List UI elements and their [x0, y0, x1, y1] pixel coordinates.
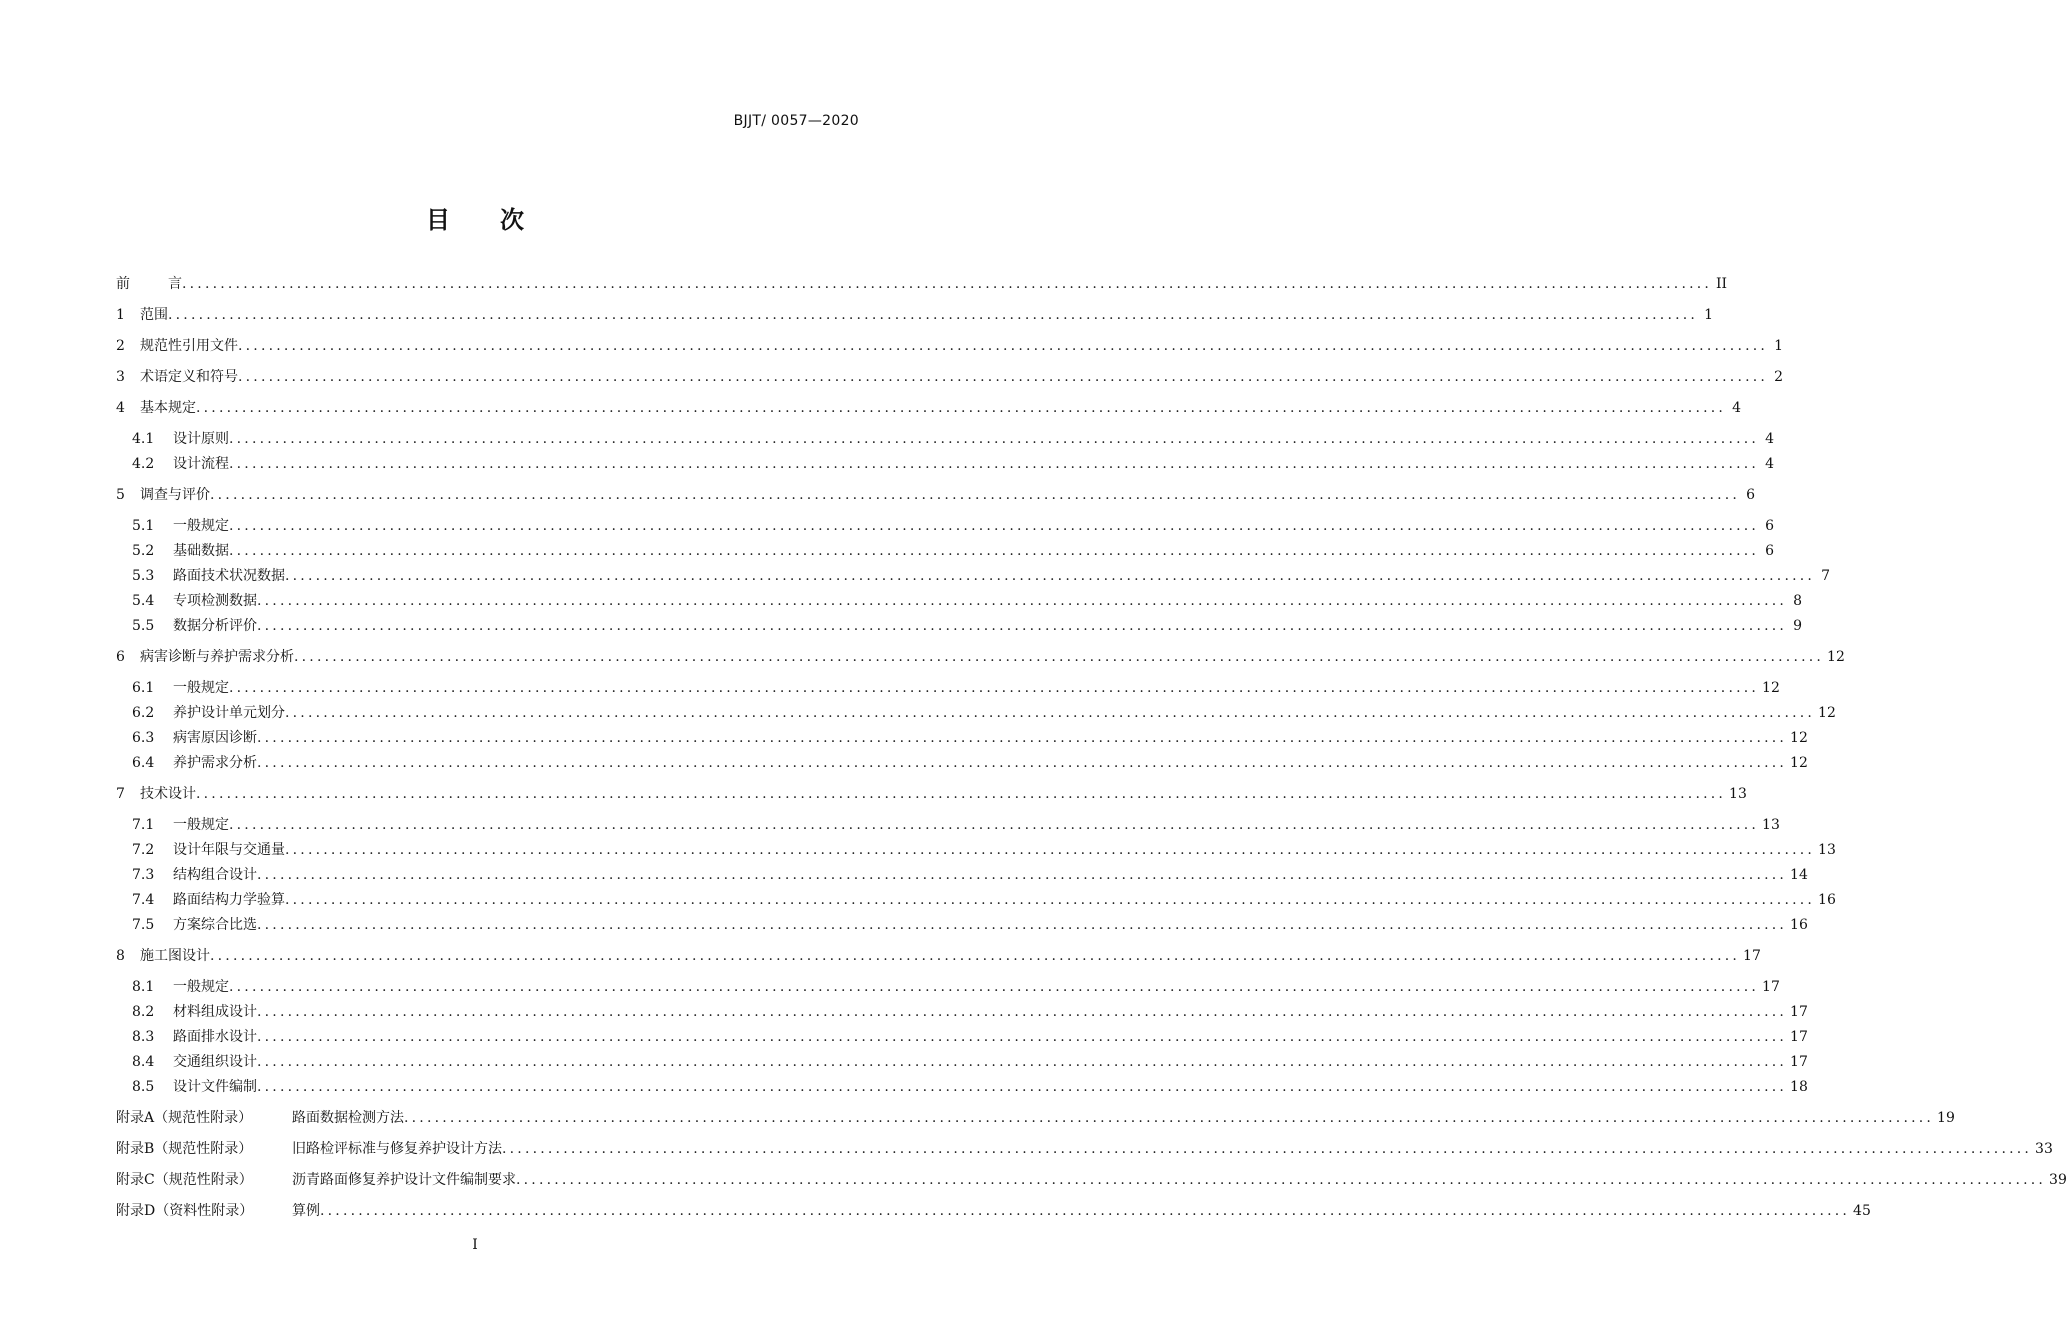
toc-entry[interactable] — [0, 1001, 1808, 1023]
toc-entry[interactable] — [0, 565, 1831, 587]
toc-leader-dots: ........................................................................................................................................................................................................ — [294, 649, 1825, 665]
toc-leader-dots: ........................................................................................................................................................................................................ — [257, 1004, 1788, 1020]
toc-entry[interactable] — [0, 914, 1808, 936]
toc-entry-number: 附录A（规范性附录） — [116, 1110, 253, 1126]
toc-leader-dots: ........................................................................................................................................................................................................ — [285, 705, 1816, 721]
toc-entry-title: 施工图设计 — [140, 948, 210, 964]
toc-entry-number: 8.5 — [132, 1079, 155, 1095]
toc-entry-title: 养护需求分析 — [173, 755, 257, 771]
toc-entry[interactable] — [0, 515, 1775, 537]
toc-entry[interactable] — [0, 1107, 1955, 1129]
toc-entry-number: 附录D（资料性附录） — [116, 1203, 254, 1219]
toc-entry-page: 12 — [1818, 705, 1836, 721]
toc-leader-dots: ........................................................................................................................................................................................................ — [229, 680, 1760, 696]
toc-entry-page: 7 — [1821, 568, 1831, 584]
toc-leader-dots: ........................................................................................................................................................................................................ — [257, 1054, 1788, 1070]
toc-entry-page: 17 — [1743, 948, 1761, 964]
toc-entry-page: 1 — [1704, 307, 1714, 323]
toc-entry-page: 13 — [1762, 817, 1780, 833]
toc-entry-number: 4 — [116, 400, 125, 416]
toc-entry[interactable] — [0, 397, 1742, 419]
toc-entry-title: 路面排水设计 — [173, 1029, 257, 1045]
toc-entry-page: 12 — [1827, 649, 1845, 665]
toc-entry-title: 术语定义和符号 — [140, 369, 238, 385]
toc-entry-title: 病害诊断与养护需求分析 — [140, 649, 294, 665]
toc-entry[interactable] — [0, 540, 1775, 562]
toc-entry[interactable] — [0, 304, 1714, 326]
toc-entry-title: 一般规定 — [173, 979, 229, 995]
toc-entry-number: 8.1 — [132, 979, 155, 995]
toc-entry-title: 数据分析评价 — [173, 618, 257, 634]
toc-entry[interactable] — [0, 677, 1780, 699]
toc-entry[interactable] — [0, 839, 1836, 861]
toc-entry[interactable] — [0, 484, 1756, 506]
toc-leader-dots: ........................................................................................................................................................................................................ — [404, 1110, 1935, 1126]
toc-entry-page: 33 — [2035, 1141, 2053, 1157]
toc-entry[interactable] — [0, 335, 1784, 357]
toc-entry-number: 6.3 — [132, 730, 155, 746]
toc-entry-number: 附录C（规范性附录） — [116, 1172, 253, 1188]
toc-entry-page: 12 — [1762, 680, 1780, 696]
toc-leader-dots: ........................................................................................................................................................................................................ — [238, 338, 1769, 354]
toc-entry-page: 4 — [1765, 456, 1775, 472]
toc-leader-dots: ........................................................................................................................................................................................................ — [229, 518, 1760, 534]
toc-entry-page: 19 — [1937, 1110, 1955, 1126]
toc-entry-page: 39 — [2049, 1172, 2067, 1188]
toc-entry[interactable] — [0, 615, 1803, 637]
toc-leader-dots: ........................................................................................................................................................................................................ — [257, 593, 1788, 609]
toc-entry-title: 技术设计 — [140, 786, 196, 802]
toc-entry-title: 设计文件编制 — [173, 1079, 257, 1095]
toc-entry-title: 规范性引用文件 — [140, 338, 238, 354]
toc-entry-title: 沥青路面修复养护设计文件编制要求 — [292, 1172, 516, 1188]
toc-leader-dots: ........................................................................................................................................................................................................ — [257, 755, 1788, 771]
toc-entry-page: 13 — [1818, 842, 1836, 858]
toc-leader-dots: ........................................................................................................................................................................................................ — [257, 867, 1788, 883]
toc-leader-dots: ........................................................................................................................................................................................................ — [257, 730, 1788, 746]
toc-entry-number: 4.2 — [132, 456, 155, 472]
toc-entry-title: 基础数据 — [173, 543, 229, 559]
toc-entry-page: 2 — [1774, 369, 1784, 385]
toc-entry-title: 范围 — [140, 307, 168, 323]
toc-entry-title: 算例 — [292, 1203, 320, 1219]
toc-entry[interactable] — [0, 783, 1747, 805]
toc-entry-number: 前 — [116, 276, 130, 292]
toc-leader-dots: ........................................................................................................................................................................................................ — [285, 568, 1816, 584]
toc-entry-page: 17 — [1790, 1054, 1808, 1070]
toc-leader-dots: ........................................................................................................................................................................................................ — [168, 307, 1699, 323]
toc-leader-dots: ........................................................................................................................................................................................................ — [257, 618, 1788, 634]
toc-entry[interactable] — [0, 453, 1775, 475]
toc-entry[interactable] — [0, 702, 1836, 724]
toc-entry[interactable] — [0, 752, 1808, 774]
toc-entry-title: 设计流程 — [173, 456, 229, 472]
toc-entry-page: 16 — [1818, 892, 1836, 908]
toc-entry-page: 9 — [1793, 618, 1803, 634]
toc-entry-page: 6 — [1765, 518, 1775, 534]
page-number: I — [472, 1237, 478, 1253]
toc-leader-dots: ........................................................................................................................................................................................................ — [502, 1141, 2033, 1157]
toc-leader-dots: ........................................................................................................................................................................................................ — [196, 786, 1727, 802]
toc-entry-number: 5 — [116, 487, 125, 503]
toc-entry[interactable] — [0, 814, 1780, 836]
toc-entry-number: 2 — [116, 338, 125, 354]
toc-leader-dots: ........................................................................................................................................................................................................ — [229, 817, 1760, 833]
toc-entry-number: 8.3 — [132, 1029, 155, 1045]
toc-entry-page: 4 — [1732, 400, 1742, 416]
toc-entry-page: 45 — [1853, 1203, 1871, 1219]
toc-entry[interactable] — [0, 1169, 2067, 1191]
toc-entry-number: 4.1 — [132, 431, 155, 447]
toc-leader-dots: ........................................................................................................................................................................................................ — [285, 842, 1816, 858]
toc-leader-dots: ........................................................................................................................................................................................................ — [257, 1079, 1788, 1095]
toc-entry-number: 5.4 — [132, 593, 155, 609]
toc-leader-dots: ........................................................................................................................................................................................................ — [257, 917, 1788, 933]
toc-entry-title: 方案综合比选 — [173, 917, 257, 933]
standard-code: BJJT/ 0057—2020 — [733, 113, 859, 129]
toc-entry-page: 12 — [1790, 730, 1808, 746]
toc-entry-number: 7.1 — [132, 817, 155, 833]
toc-entry-page: 16 — [1790, 917, 1808, 933]
toc-entry-title: 言 — [168, 276, 182, 292]
toc-entry-number: 7.3 — [132, 867, 155, 883]
toc-leader-dots: ........................................................................................................................................................................................................ — [210, 487, 1741, 503]
toc-entry-number: 7.5 — [132, 917, 155, 933]
toc-leader-dots: ........................................................................................................................................................................................................ — [238, 369, 1769, 385]
toc-entry[interactable] — [0, 727, 1808, 749]
toc-entry-number: 5.1 — [132, 518, 155, 534]
toc-entry-title: 一般规定 — [173, 817, 229, 833]
title-part-1: 目 — [426, 206, 450, 234]
toc-entry-number: 6.1 — [132, 680, 155, 696]
toc-entry-page: 8 — [1793, 593, 1803, 609]
toc-entry-page: 6 — [1746, 487, 1756, 503]
toc-entry-title: 设计原则 — [173, 431, 229, 447]
toc-leader-dots: ........................................................................................................................................................................................................ — [229, 431, 1760, 447]
toc-entry-number: 8.4 — [132, 1054, 155, 1070]
toc-entry-page: 18 — [1790, 1079, 1808, 1095]
toc-entry-number: 6.2 — [132, 705, 155, 721]
toc-entry-title: 病害原因诊断 — [173, 730, 257, 746]
toc-entry[interactable] — [0, 646, 1845, 668]
toc-entry-page: 4 — [1765, 431, 1775, 447]
toc-entry[interactable] — [0, 864, 1808, 886]
toc-entry-number: 1 — [116, 307, 125, 323]
toc-entry-page: 17 — [1762, 979, 1780, 995]
toc-leader-dots: ........................................................................................................................................................................................................ — [229, 543, 1760, 559]
toc-entry-number: 3 — [116, 369, 125, 385]
toc-entry-title: 路面数据检测方法 — [292, 1110, 404, 1126]
toc-entry[interactable] — [0, 1051, 1808, 1073]
toc-leader-dots: ........................................................................................................................................................................................................ — [229, 456, 1760, 472]
toc-entry-number: 8.2 — [132, 1004, 155, 1020]
toc-entry-title: 路面技术状况数据 — [173, 568, 285, 584]
toc-entry-number: 5.5 — [132, 618, 155, 634]
toc-leader-dots: ........................................................................................................................................................................................................ — [182, 276, 1713, 292]
toc-entry[interactable] — [0, 590, 1803, 612]
toc-entry-title: 专项检测数据 — [173, 593, 257, 609]
toc-entry-number: 7.2 — [132, 842, 155, 858]
toc-entry[interactable] — [0, 1200, 1871, 1222]
toc-entry-title: 养护设计单元划分 — [173, 705, 285, 721]
toc-entry[interactable] — [0, 1138, 2053, 1160]
toc-entry-title: 材料组成设计 — [173, 1004, 257, 1020]
toc-entry[interactable] — [0, 273, 1728, 295]
toc-entry-page: II — [1715, 276, 1728, 292]
toc-entry-title: 一般规定 — [173, 680, 229, 696]
toc-entry-page: 1 — [1774, 338, 1784, 354]
toc-entry-number: 8 — [116, 948, 125, 964]
toc-entry-title: 旧路检评标准与修复养护设计方法 — [292, 1141, 502, 1157]
toc-leader-dots: ........................................................................................................................................................................................................ — [196, 400, 1727, 416]
toc-leader-dots: ........................................................................................................................................................................................................ — [229, 979, 1760, 995]
toc-entry-number: 6 — [116, 649, 125, 665]
toc-entry-number: 6.4 — [132, 755, 155, 771]
toc-entry[interactable] — [0, 1026, 1808, 1048]
toc-entry-title: 调查与评价 — [140, 487, 210, 503]
toc-entry-title: 路面结构力学验算 — [173, 892, 285, 908]
toc-entry-page: 14 — [1790, 867, 1808, 883]
toc-entry-title: 结构组合设计 — [173, 867, 257, 883]
toc-entry-title: 设计年限与交通量 — [173, 842, 285, 858]
toc-leader-dots: ........................................................................................................................................................................................................ — [320, 1203, 1851, 1219]
toc-entry[interactable] — [0, 976, 1780, 998]
toc-entry[interactable] — [0, 366, 1784, 388]
toc-entry-number: 7.4 — [132, 892, 155, 908]
toc-entry-page: 17 — [1790, 1004, 1808, 1020]
toc-entry[interactable] — [0, 889, 1836, 911]
title-part-2: 次 — [500, 206, 524, 234]
toc-entry[interactable] — [0, 945, 1761, 967]
toc-leader-dots: ........................................................................................................................................................................................................ — [257, 1029, 1788, 1045]
toc-leader-dots: ........................................................................................................................................................................................................ — [516, 1172, 2047, 1188]
toc-entry-number: 7 — [116, 786, 125, 802]
toc-entry-page: 17 — [1790, 1029, 1808, 1045]
toc-entry-title: 一般规定 — [173, 518, 229, 534]
toc-entry-page: 13 — [1729, 786, 1747, 802]
toc-leader-dots: ........................................................................................................................................................................................................ — [285, 892, 1816, 908]
toc-entry[interactable] — [0, 1076, 1808, 1098]
toc-entry-page: 12 — [1790, 755, 1808, 771]
toc-entry-number: 5.2 — [132, 543, 155, 559]
toc-entry-number: 附录B（规范性附录） — [116, 1141, 253, 1157]
toc-entry-number: 5.3 — [132, 568, 155, 584]
toc-leader-dots: ........................................................................................................................................................................................................ — [210, 948, 1741, 964]
page-title — [0, 200, 950, 235]
toc-entry-title: 交通组织设计 — [173, 1054, 257, 1070]
toc-entry[interactable] — [0, 428, 1775, 450]
toc-entry-title: 基本规定 — [140, 400, 196, 416]
toc-entry-page: 6 — [1765, 543, 1775, 559]
